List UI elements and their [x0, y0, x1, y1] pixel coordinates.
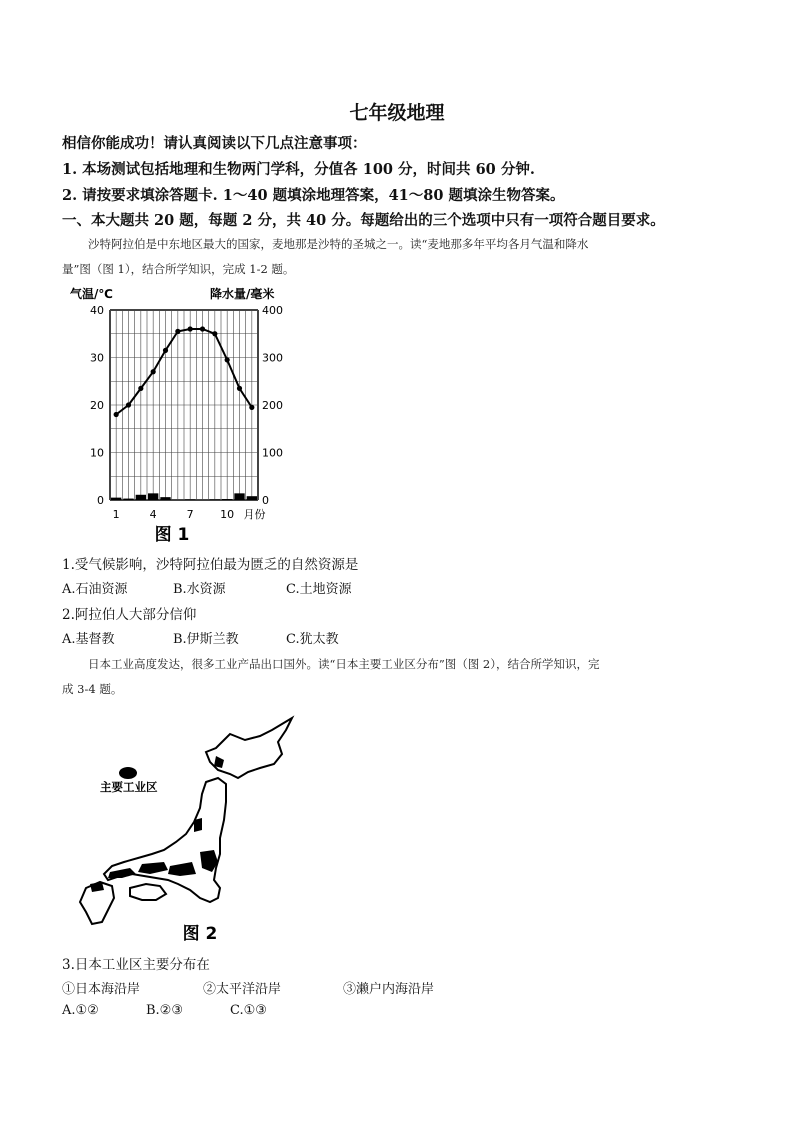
legend-swatch — [119, 767, 137, 779]
chart-caption: 图 1 — [154, 525, 190, 542]
industrial-zone-hokuriku — [194, 818, 202, 832]
hokkaido-outline — [206, 718, 292, 778]
q2-option-c[interactable]: C.犹太教 — [286, 632, 339, 647]
temperature-point — [249, 405, 254, 410]
q3-statement-2: ②太平洋沿岸 — [203, 982, 282, 997]
x-unit-label: 月份 — [243, 508, 266, 521]
passage2-line1: 日本工业高度发达，很多工业产品出口国外。读“日本主要工业区分布”图（图 2），结合所学知识，完 — [88, 657, 600, 671]
q2-stem: 2.阿拉伯人大部分信仰 — [62, 607, 197, 623]
legend-label: 主要工业区 — [100, 780, 158, 794]
note-2: 2. 请按要求填涂答题卡. 1～40 题填涂地理答案，41～80 题填涂生物答案。 — [62, 187, 565, 204]
q1-option-b[interactable]: B.水资源 — [173, 582, 226, 597]
temperature-point — [175, 329, 180, 334]
y-right-tick: 100 — [262, 446, 283, 460]
temperature-point — [200, 326, 205, 331]
x-tick: 10 — [220, 508, 235, 521]
temperature-point — [138, 386, 143, 391]
q3-option-b[interactable]: B.②③ — [146, 1003, 183, 1018]
precip-bar — [234, 493, 244, 500]
temperature-point — [114, 412, 119, 417]
temperature-point — [188, 326, 193, 331]
y-left-tick: 10 — [90, 446, 104, 460]
y-left-tick: 40 — [90, 304, 104, 317]
q1-stem: 1.受气候影响，沙特阿拉伯最为匮乏的自然资源是 — [62, 557, 359, 573]
precip-bar — [222, 499, 232, 500]
map-caption: 图 2 — [182, 924, 218, 944]
y-right-label: 降水量/毫米 — [210, 287, 275, 301]
q3-option-a[interactable]: A.①② — [62, 1003, 99, 1018]
passage1-line2: 量”图（图 1），结合所学知识，完成 1-2 题。 — [62, 262, 295, 276]
temperature-point — [163, 348, 168, 353]
precip-bar — [160, 497, 170, 500]
climate-chart — [62, 282, 292, 542]
precip-bar — [123, 499, 133, 500]
temperature-point — [126, 402, 131, 407]
note-1: 1. 本场测试包括地理和生物两门学科，分值各 100 分，时间共 60 分钟. — [62, 161, 535, 178]
q2-option-a[interactable]: A.基督教 — [62, 632, 115, 647]
q1-option-c[interactable]: C.土地资源 — [286, 582, 352, 597]
y-left-tick: 20 — [90, 399, 104, 412]
precip-bar — [111, 498, 121, 500]
q3-option-c[interactable]: C.①③ — [230, 1003, 267, 1018]
temperature-point — [225, 357, 230, 362]
y-left-label: 气温/℃ — [70, 287, 113, 301]
x-tick: 1 — [112, 508, 120, 521]
y-right-tick: 0 — [262, 494, 269, 507]
q3-stem: 3.日本工业区主要分布在 — [62, 957, 210, 973]
y-left-tick: 0 — [97, 494, 104, 507]
x-tick: 4 — [149, 508, 157, 521]
y-right-tick: 300 — [262, 351, 283, 365]
page-title: 七年级地理 — [349, 102, 445, 124]
x-tick: 7 — [186, 508, 194, 521]
y-right-tick: 400 — [262, 304, 283, 317]
y-left-tick: 30 — [90, 351, 104, 365]
q3-statement-3: ③濑户内海沿岸 — [343, 982, 435, 997]
y-right-tick: 200 — [262, 399, 283, 412]
temperature-point — [212, 331, 217, 336]
precip-bar — [247, 496, 257, 500]
q1-option-a[interactable]: A.石油资源 — [62, 582, 128, 597]
chart-grid — [110, 310, 258, 500]
q2-option-b[interactable]: B.伊斯兰教 — [173, 632, 239, 647]
honshu-outline — [104, 778, 226, 902]
temperature-point — [237, 386, 242, 391]
precip-bar — [148, 493, 158, 500]
shikoku-outline — [130, 884, 166, 900]
q3-statement-1: ①日本海沿岸 — [62, 982, 141, 997]
section-header: 一、本大题共 20 题，每题 2 分，共 40 分。每题给出的三个选项中只有一项符合题目要求。 — [62, 212, 665, 229]
intro-text: 相信你能成功！请认真阅读以下几点注意事项： — [62, 135, 367, 152]
passage1-line1: 沙特阿拉伯是中东地区最大的国家，麦地那是沙特的圣城之一。读“麦地那多年平均各月气温和降水 — [88, 237, 589, 251]
temperature-point — [151, 369, 156, 374]
passage2-line2: 成 3-4 题。 — [62, 682, 123, 696]
japan-industrial-map — [60, 712, 310, 947]
precip-bar — [136, 495, 146, 500]
